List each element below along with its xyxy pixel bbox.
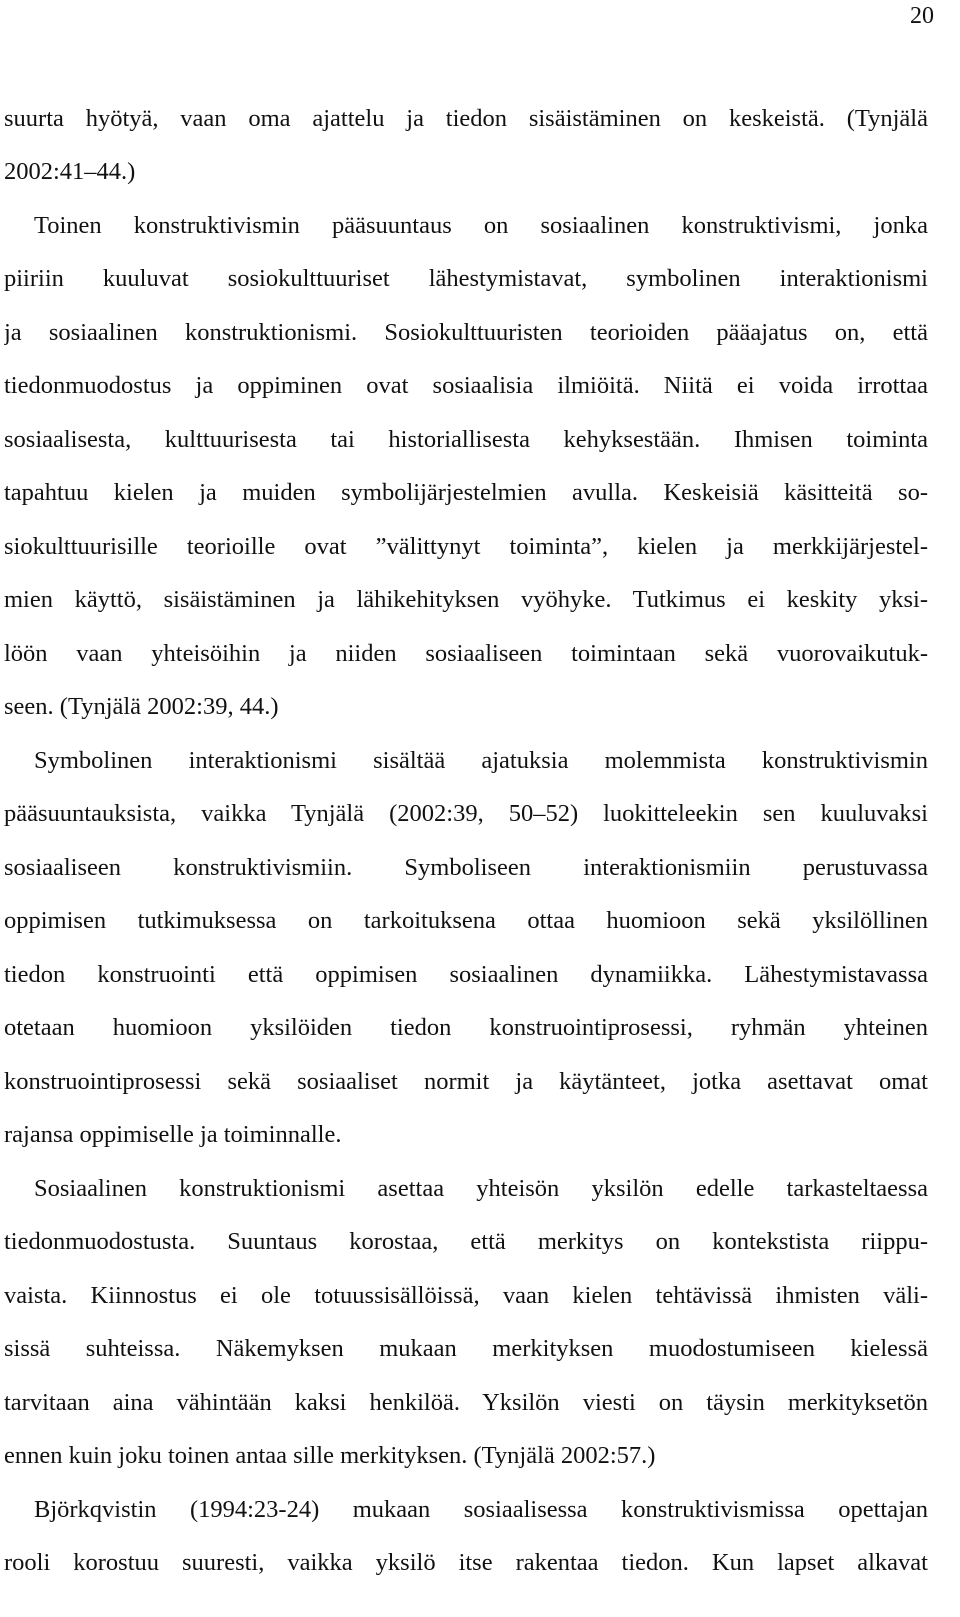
text-line: sosiaalisesta, kulttuurisesta tai historiallisesta kehyksestään. Ihmisen toiminta <box>4 426 928 453</box>
text-line: mien käyttö, sisäistäminen ja lähikehityksen vyöhyke. Tutkimus ei keskity yksi- <box>4 586 928 613</box>
text-line: sosiaaliseen konstruktivismiin. Symboliseen interaktionismiin perustuvassa <box>4 854 928 881</box>
text-line: suurta hyötyä, vaan oma ajattelu ja tiedon sisäistäminen on keskeistä. (Tynjälä <box>4 105 928 132</box>
text-line: rajansa oppimiselle ja toiminnalle. <box>4 1121 342 1148</box>
text-line: piiriin kuuluvat sosiokulttuuriset lähestymistavat, symbolinen interaktionismi <box>4 265 928 292</box>
text-line: tarvitaan aina vähintään kaksi henkilöä. Yksilön viesti on täysin merkityksetön <box>4 1389 928 1416</box>
text-line: tiedonmuodostus ja oppiminen ovat sosiaalisia ilmiöitä. Niitä ei voida irrottaa <box>4 372 928 399</box>
text-line: Sosiaalinen konstruktionismi asettaa yhteisön yksilön edelle tarkasteltaessa <box>34 1175 928 1202</box>
text-line: 2002:41–44.) <box>4 158 136 185</box>
text-line: sissä suhteissa. Näkemyksen mukaan merkityksen muodostumiseen kielessä <box>4 1335 928 1362</box>
text-line: ja sosiaalinen konstruktionismi. Sosiokulttuuristen teorioiden pääajatus on, että <box>4 319 928 346</box>
page-number: 20 <box>910 3 934 29</box>
text-line: vaista. Kiinnostus ei ole totuussisällöissä, vaan kielen tehtävissä ihmisten väli- <box>4 1282 928 1309</box>
text-line: otetaan huomioon yksilöiden tiedon konstruointiprosessi, ryhmän yhteinen <box>4 1014 928 1041</box>
text-line: siokulttuurisille teorioille ovat ”välittynyt toiminta”, kielen ja merkkijärjestel- <box>4 533 928 560</box>
text-line: rooli korostuu suuresti, vaikka yksilö itse rakentaa tiedon. Kun lapset alkavat <box>4 1549 928 1576</box>
text-line: tiedon konstruointi että oppimisen sosiaalinen dynamiikka. Lähestymistavassa <box>4 961 928 988</box>
text-line: Symbolinen interaktionismi sisältää ajatuksia molemmista konstruktivismin <box>34 747 928 774</box>
text-line: konstruointiprosessi sekä sosiaaliset normit ja käytänteet, jotka asettavat omat <box>4 1068 928 1095</box>
text-line: tapahtuu kielen ja muiden symbolijärjestelmien avulla. Keskeisiä käsitteitä so- <box>4 479 928 506</box>
text-line: seen. (Tynjälä 2002:39, 44.) <box>4 693 279 720</box>
text-line: löön vaan yhteisöihin ja niiden sosiaaliseen toimintaan sekä vuorovaikutuk- <box>4 640 928 667</box>
text-line: Björkqvistin (1994:23-24) mukaan sosiaalisessa konstruktivismissa opettajan <box>34 1496 928 1523</box>
text-line: ennen kuin joku toinen antaa sille merkityksen. (Tynjälä 2002:57.) <box>4 1442 656 1469</box>
text-line: tiedonmuodostusta. Suuntaus korostaa, että merkitys on kontekstista riippu- <box>4 1228 928 1255</box>
text-line: Toinen konstruktivismin pääsuuntaus on sosiaalinen konstruktivismi, jonka <box>34 212 928 239</box>
text-line: pääsuuntauksista, vaikka Tynjälä (2002:39, 50–52) luokitteleekin sen kuuluvaksi <box>4 800 928 827</box>
text-line: oppimisen tutkimuksessa on tarkoituksena ottaa huomioon sekä yksilöllinen <box>4 907 928 934</box>
